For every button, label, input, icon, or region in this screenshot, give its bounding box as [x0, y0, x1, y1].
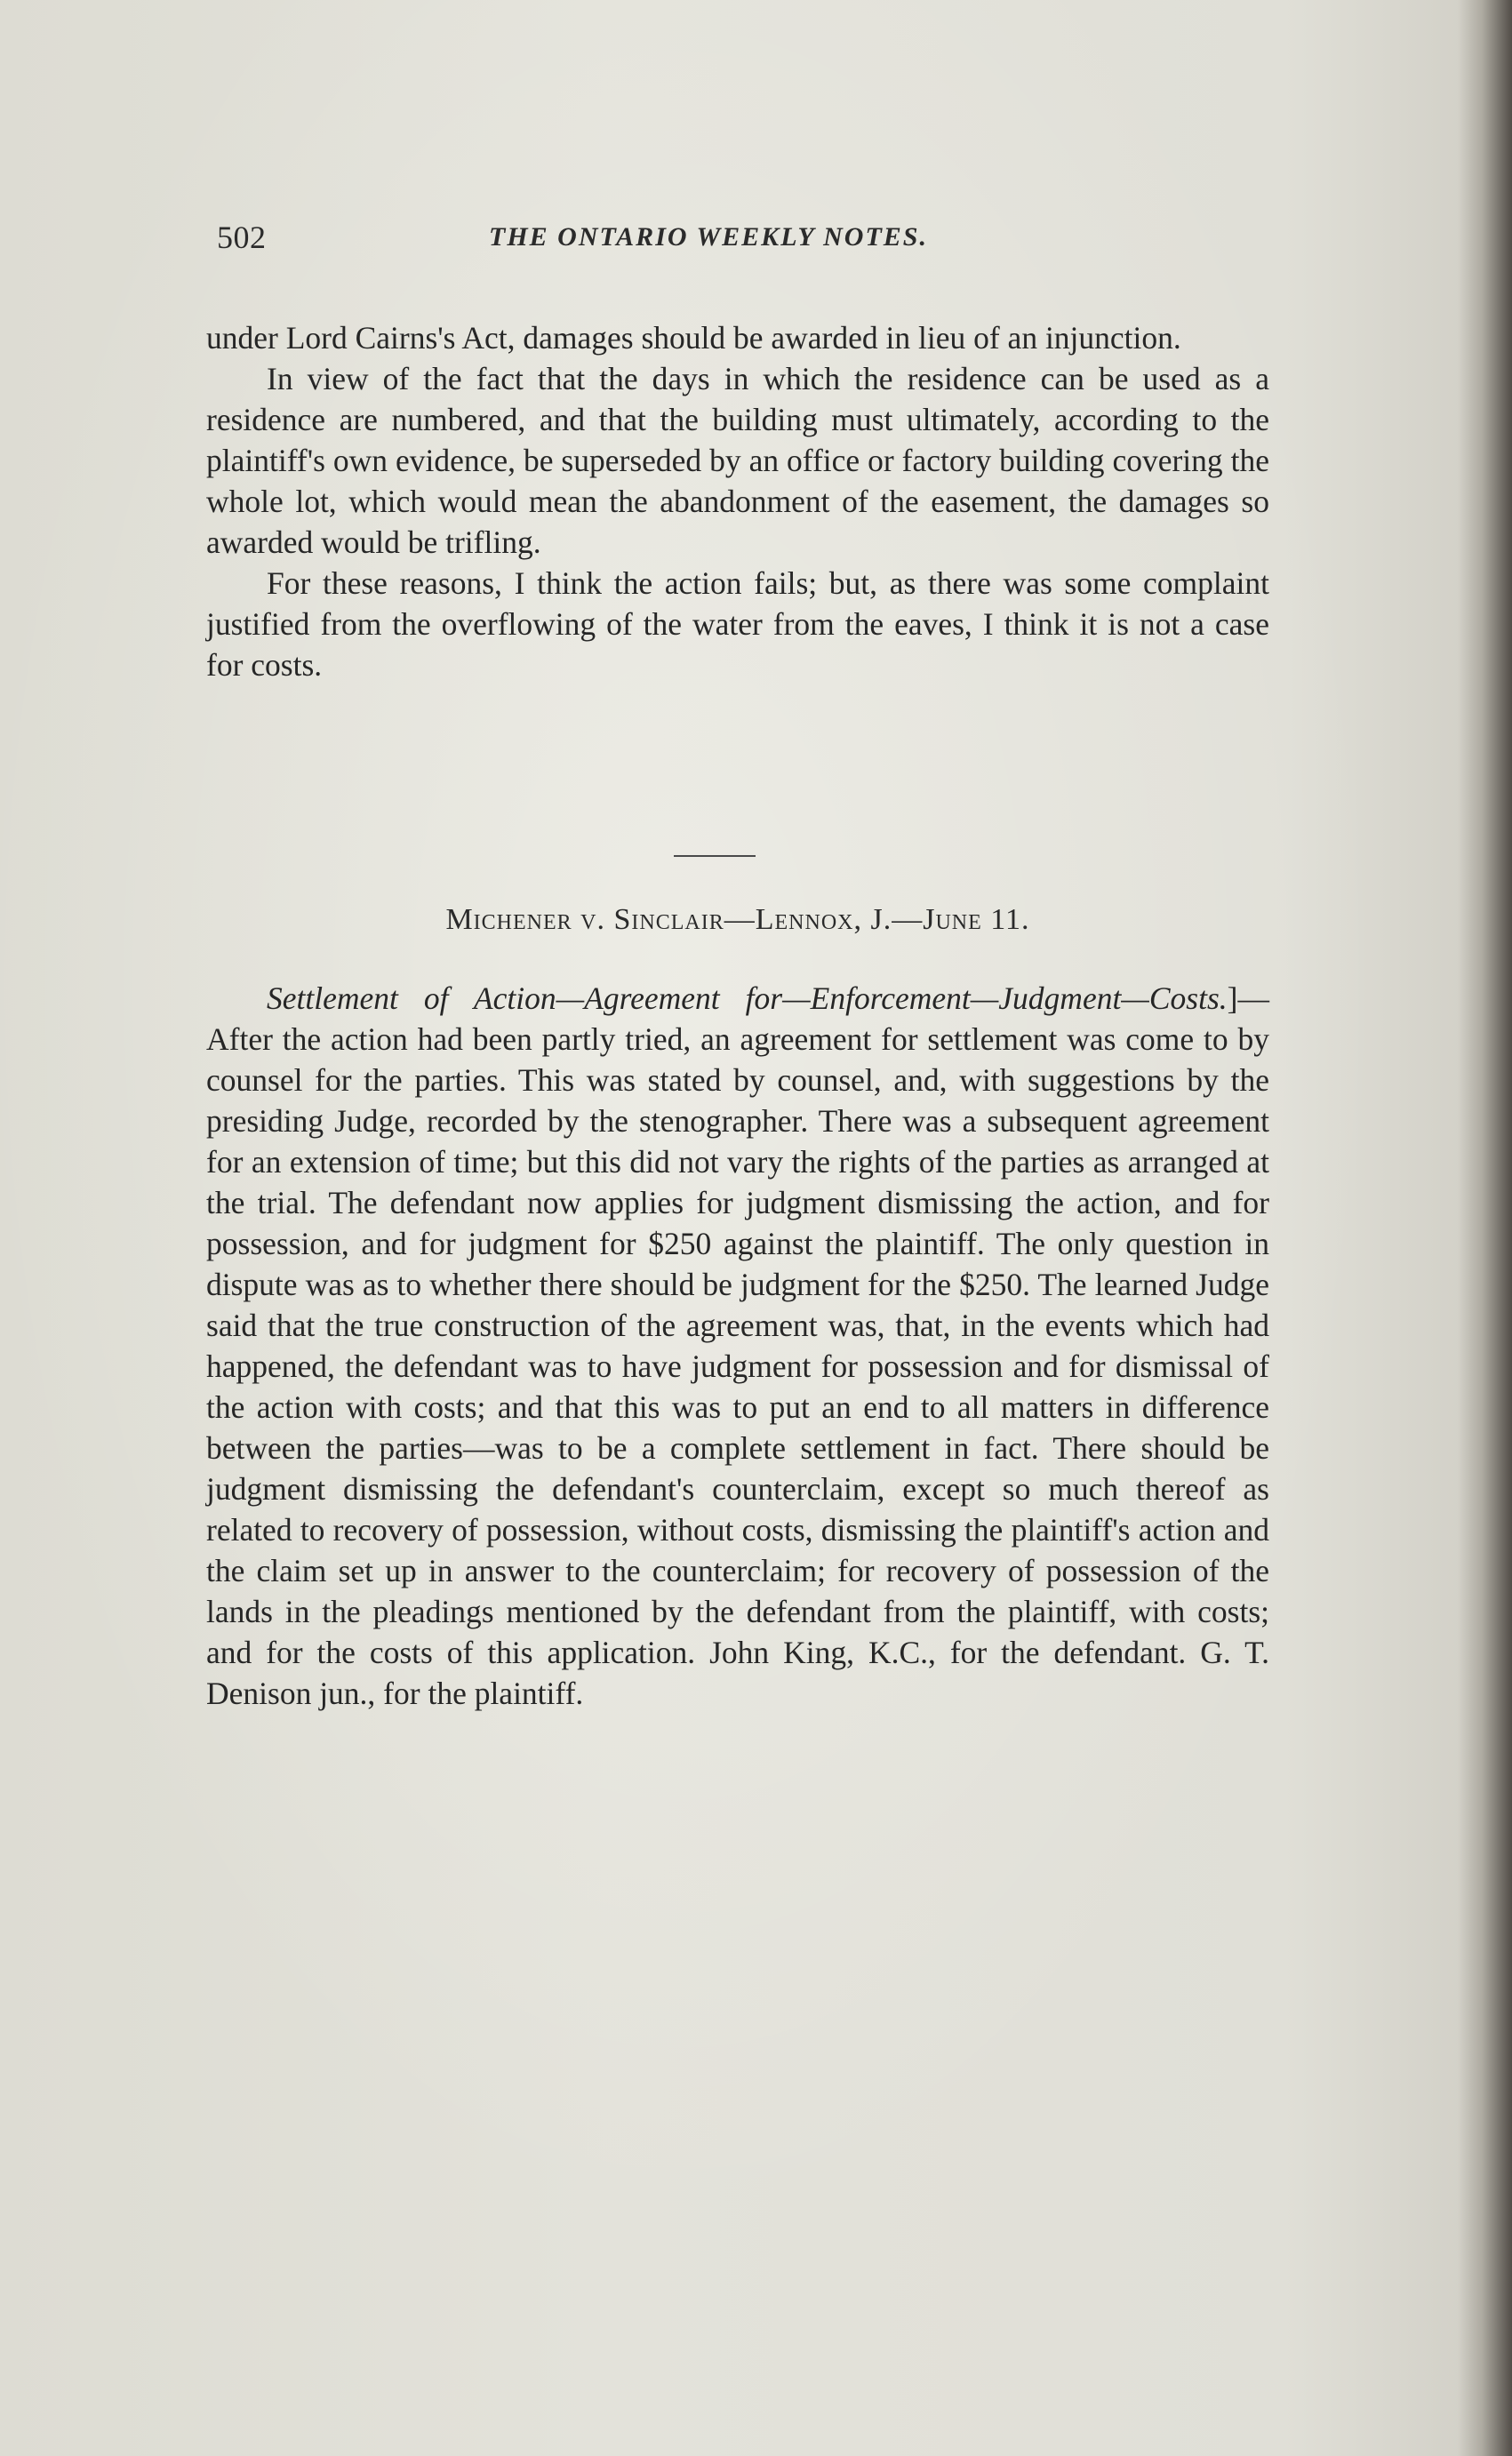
case-headnote: Settlement of Action—Agreement for—Enforcement—Judgment—Costs. — [267, 980, 1228, 1016]
paragraph-residence: In view of the fact that the days in which the residence can be used as a residence are numbered, and that the building must ultimately, according to the plaintiff's own evidence, be superseded by an office or factory building covering the whole lot, which would mean the abandonment of the easement, the damages so awarded would be trifling. — [206, 361, 1269, 560]
case-body: ]—After the action had been partly tried, an agreement for settlement was come to by counsel for the parties. This was stated by counsel, and, with suggestions by the presiding Judge, recorded by the stenographer. There was a subsequent agreement for an extension of time; but this did not vary the rights of the parties as arranged at the trial. The defendant now applies for judgment dismissing the action, and for possession, and for judgment for $250 against the plaintiff. The only question in dispute was as to whether there should be judgment for the $250. The learned Judge said that the true construction of the agreement was, that, in the events which had happened, the defendant was to have judgment for possession and for dismissal of the action with costs; and that this was to put an end to all matters in difference between the parties—was to be a complete settlement in fact. There should be judgment dismissing the defendant's counterclaim, except so much thereof as related to recovery of possession, without costs, dismissing the plaintiff's action and the claim set up in answer to the counterclaim; for recovery of possession of the lands in the pleadings mentioned by the defendant from the plaintiff, with costs; and for the costs of this application. John King, K.C., for the defendant. G. T. Denison jun., for the plaintiff. — [206, 980, 1269, 1711]
book-gutter-shadow — [1458, 0, 1512, 2456]
case-report-paragraph — [206, 978, 1269, 1714]
paragraph-conclusion: For these reasons, I think the action fails; but, as there was some complaint justified from the overflowing of the water from the eaves, I think it is not a case for costs. — [206, 565, 1269, 683]
opening-text-block — [206, 317, 1269, 685]
case-report-block — [206, 978, 1269, 1714]
running-title: THE ONTARIO WEEKLY NOTES. — [489, 222, 928, 252]
case-title: Michener v. Sinclair—Lennox, J.—June 11. — [445, 903, 1030, 936]
paragraph-continuation: under Lord Cairns's Act, damages should be awarded in lieu of an injunction. — [206, 320, 1181, 356]
section-divider — [674, 855, 756, 857]
page-header — [217, 219, 1271, 263]
page-number: 502 — [217, 220, 267, 255]
